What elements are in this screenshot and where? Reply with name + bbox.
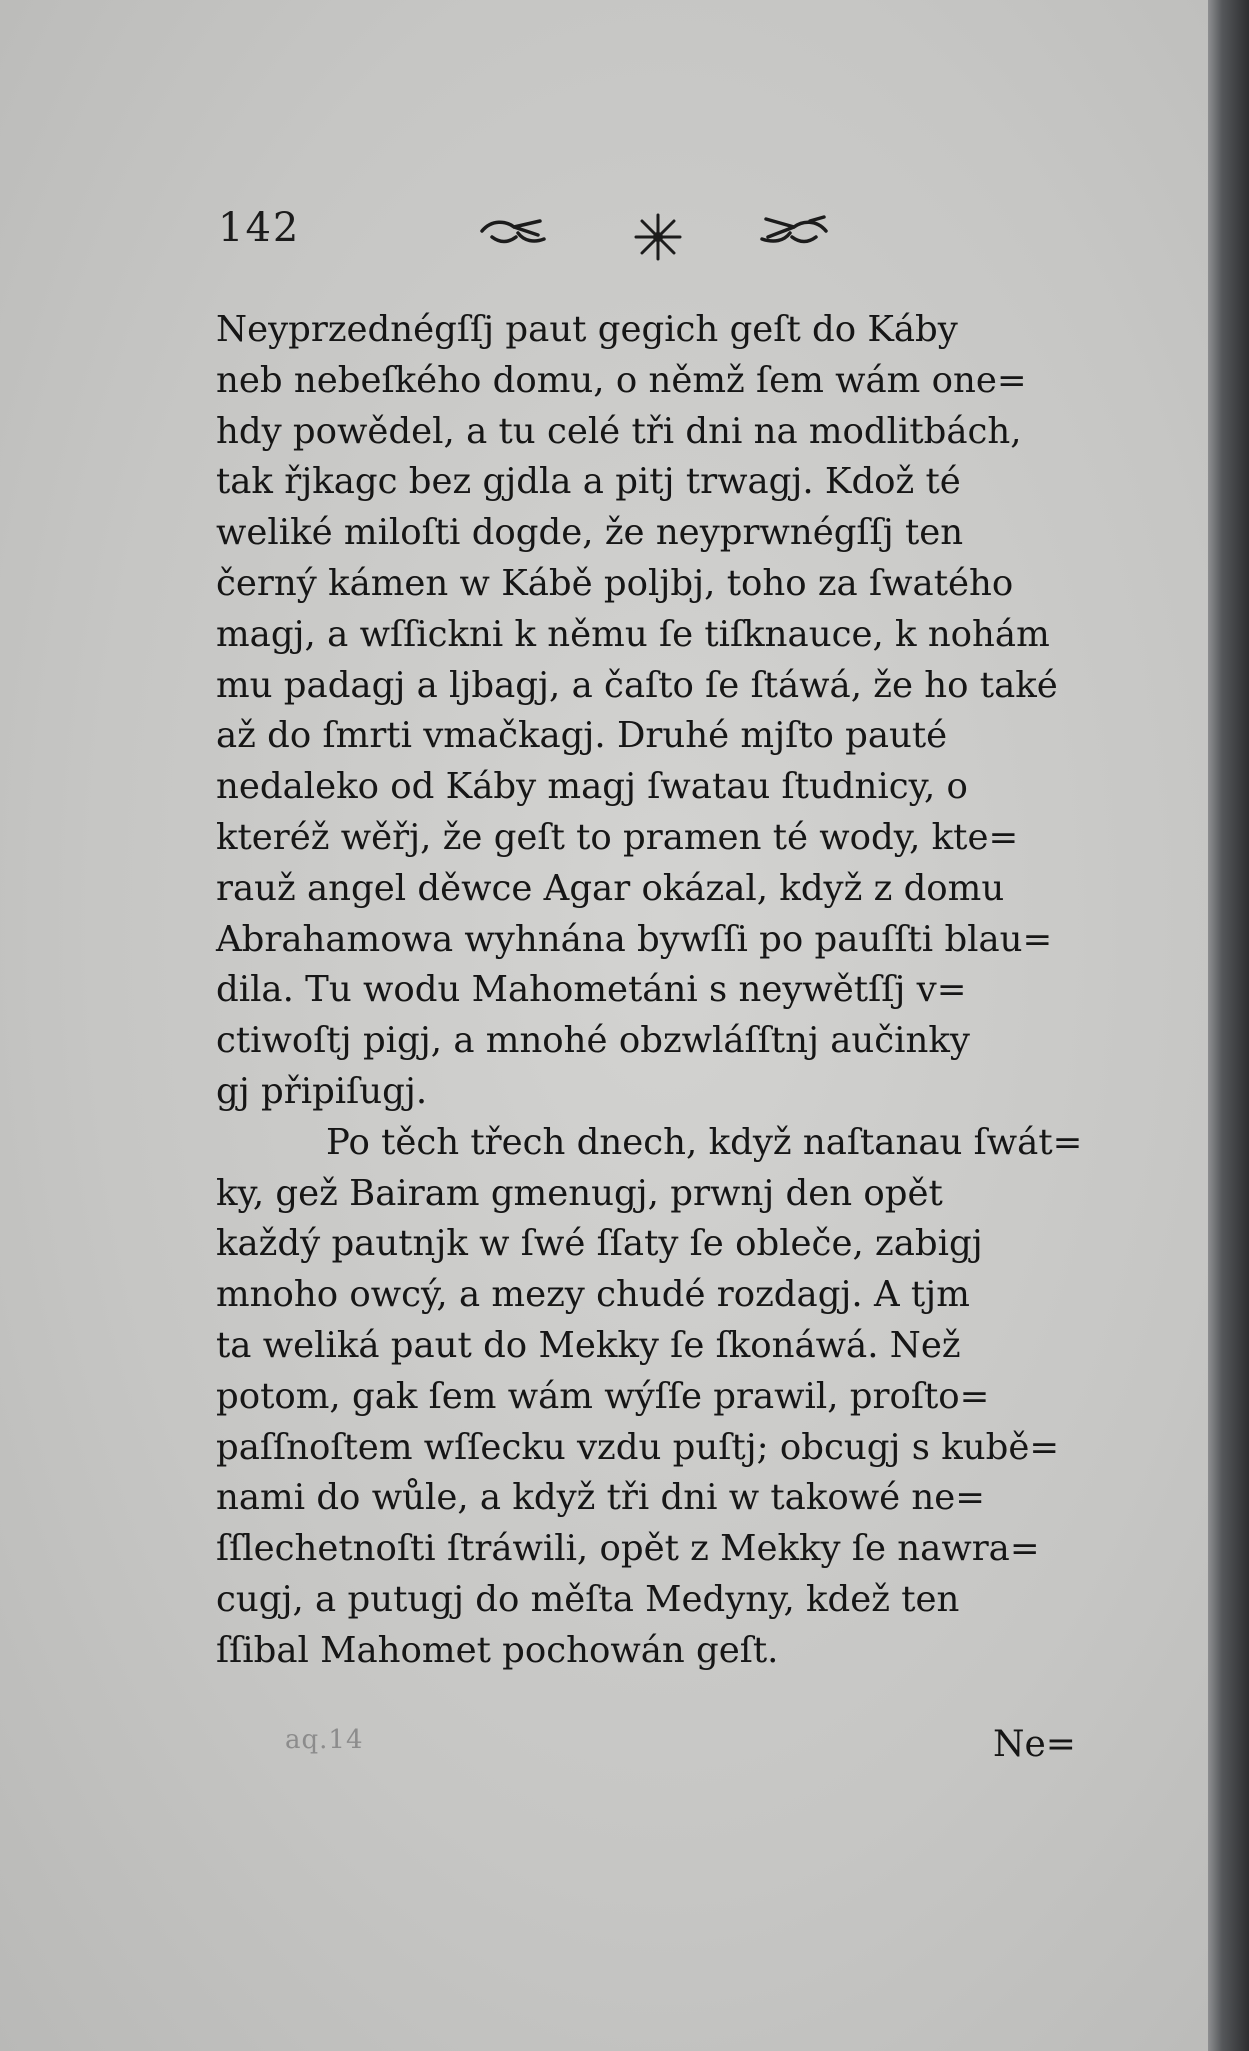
- text-line: magj, a wſſickni k němu ſe tiſknauce, k nohám: [216, 613, 1050, 655]
- text-line: kteréž wěřj, že geſt to pramen té wody, kte=: [216, 816, 1019, 858]
- text-line: potom, gak ſem wám wýſſe prawil, proſto=: [216, 1375, 990, 1417]
- text-line: dila. Tu wodu Mahometáni s neywětſſj v=: [216, 969, 967, 1011]
- text-line: ta weliká paut do Mekky ſe ſkonáwá. Než: [216, 1324, 961, 1366]
- faint-mark: aq.14: [285, 1725, 364, 1755]
- text-line: tak řjkagc bez gjdla a pitj trwagj. Kdož té: [216, 461, 961, 503]
- asterisk-flower-icon: [630, 209, 686, 265]
- text-line: mnoho owcý, a mezy chudé rozdagj. A tjm: [216, 1274, 970, 1316]
- text-line: nedaleko od Káby magj ſwatau ſtudnicy, o: [216, 766, 968, 808]
- text-line: Abrahamowa wyhnána bywſſi po pauſſti blau=: [216, 918, 1053, 960]
- text-line: ctiwoſtj pigj, a mnohé obzwláſſtnj aučinky: [216, 1020, 970, 1062]
- text-line: každý pautnjk w ſwé ſſaty ſe obleče, zabigj: [216, 1223, 983, 1265]
- text-line: hdy powědel, a tu celé tři dni na modlitbách,: [216, 410, 1022, 452]
- text-line: paſſnoſtem wſſecku vzdu puſtj; obcugj s kubě=: [216, 1426, 1060, 1468]
- text-line: Po těch třech dnech, když naſtanau ſwát=: [326, 1121, 1083, 1163]
- text-line: weliké miloſti dogde, že neyprwnégſſj ten: [216, 512, 964, 554]
- text-line: Neyprzednégſſj paut gegich geſt do Káby: [216, 309, 958, 350]
- text-line: ky, gež Bairam gmenugj, prwnj den opět: [216, 1172, 943, 1214]
- text-line: cugj, a putugj do měſta Medyny, kdež ten: [216, 1578, 960, 1620]
- hand-pointer-right-icon: [750, 209, 830, 253]
- text-line: nami do wůle, a když tři dni w takowé ne=: [216, 1477, 986, 1519]
- text-line: černý kámen w Kábě poljbj, toho za ſwatého: [216, 562, 1014, 604]
- text-line: gj připiſugj.: [216, 1070, 428, 1112]
- text-line: rauž angel děwce Agar okázal, když z domu: [216, 867, 1005, 909]
- body-text: [216, 305, 1096, 1677]
- text-line: až do ſmrti vmačkagj. Druhé mjſto pauté: [216, 715, 948, 757]
- book-spine: [1208, 0, 1249, 2051]
- text-line: ſſlechetnoſti ſtráwili, opět z Mekky ſe nawra=: [216, 1528, 1040, 1570]
- hand-pointer-left-icon: [478, 209, 548, 253]
- catchword: Ne=: [993, 1724, 1076, 1765]
- text-line: neb nebeſkého domu, o němž ſem wám one=: [216, 359, 1027, 401]
- page-header: [218, 205, 1038, 275]
- text-line: mu padagj a ljbagj, a čaſto ſe ſtáwá, že ho také: [216, 664, 1058, 706]
- text-line: ſſibal Mahomet pochowán geſt.: [216, 1629, 779, 1671]
- page-number: 142: [218, 205, 301, 251]
